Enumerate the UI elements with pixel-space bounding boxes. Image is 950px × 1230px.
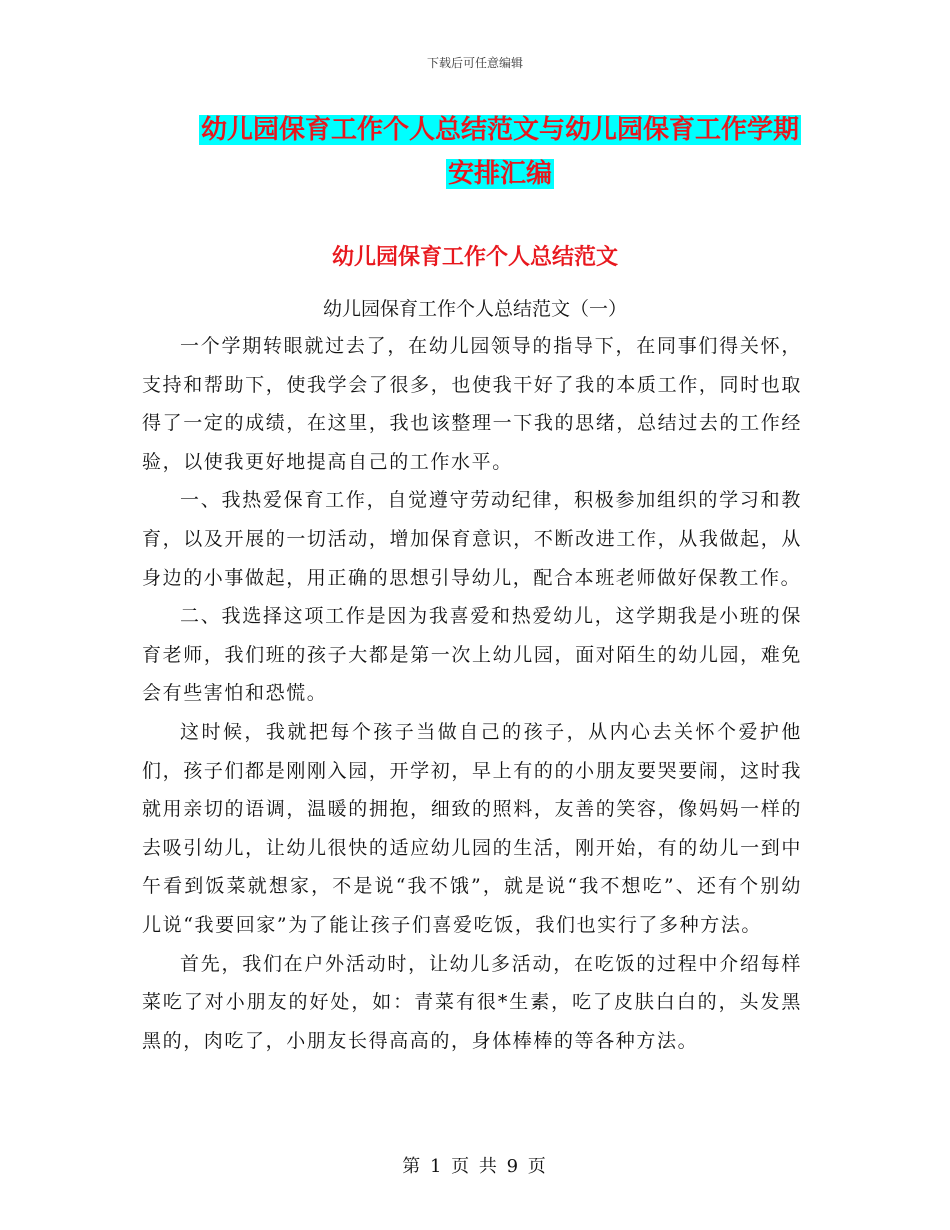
paragraph-3: 二、我选择这项工作是因为我喜爱和热爱幼儿，这学期我是小班的保育老师，我们班的孩子大都是第一次上幼儿园，面对陌生的幼儿园，难免会有些害怕和恐慌。 — [142, 605, 802, 705]
paragraph-4: 这时候，我就把每个孩子当做自己的孩子，从内心去关怀个爱护他们，孩子们都是刚刚入园，开学初，早上有的的小朋友要哭要闹，这时我就用亲切的语调，温暖的拥抱，细致的照料，友善的笑容，像妈妈一样的去吸引幼儿，让幼儿很快的适应幼儿园的生活，刚开始，有的幼儿一到中午看到饭菜就想家，不是说“我不饿”，就是说“我不想吃”、还有个别幼儿说“我要回家”为了能让孩子们喜爱吃饭，我们也实行了多种方法。 — [142, 720, 802, 936]
document-title — [140, 108, 860, 196]
page-header-note: 下载后可任意编辑 — [426, 56, 523, 70]
section-subtitle: 幼儿园保育工作个人总结范文（一） — [322, 298, 627, 320]
paragraph-5: 首先，我们在户外活动时，让幼儿多活动，在吃饭的过程中介绍每样菜吃了对小朋友的好处，如：青菜有很*生素，吃了皮肤白白的，头发黑黑的，肉吃了，小朋友长得高高的，身体棒棒的等各种方法。 — [142, 952, 802, 1052]
document-title-line-2: 安排汇编 — [447, 159, 552, 189]
document-title-line-1: 幼儿园保育工作个人总结范文与幼儿园保育工作学期 — [200, 115, 799, 145]
body-text — [142, 327, 802, 1060]
page-number: 第 1 页 共 9 页 — [402, 1156, 548, 1177]
paragraph-1: 一个学期转眼就过去了，在幼儿园领导的指导下，在同事们得关怀，支持和帮助下，使我学会了很多，也使我干好了我的本质工作，同时也取得了一定的成绩，在这里，我也该整理一下我的思绪，总结过去的工作经验，以使我更好地提高自己的工作水平。 — [142, 335, 802, 473]
paragraph-2: 一、我热爱保育工作，自觉遵守劳动纪律，积极参加组织的学习和教育，以及开展的一切活动，增加保育意识，不断改进工作，从我做起，从身边的小事做起，用正确的思想引导幼儿，配合本班老师做好保教工作。 — [142, 489, 802, 589]
section-title: 幼儿园保育工作个人总结范文 — [331, 245, 618, 270]
